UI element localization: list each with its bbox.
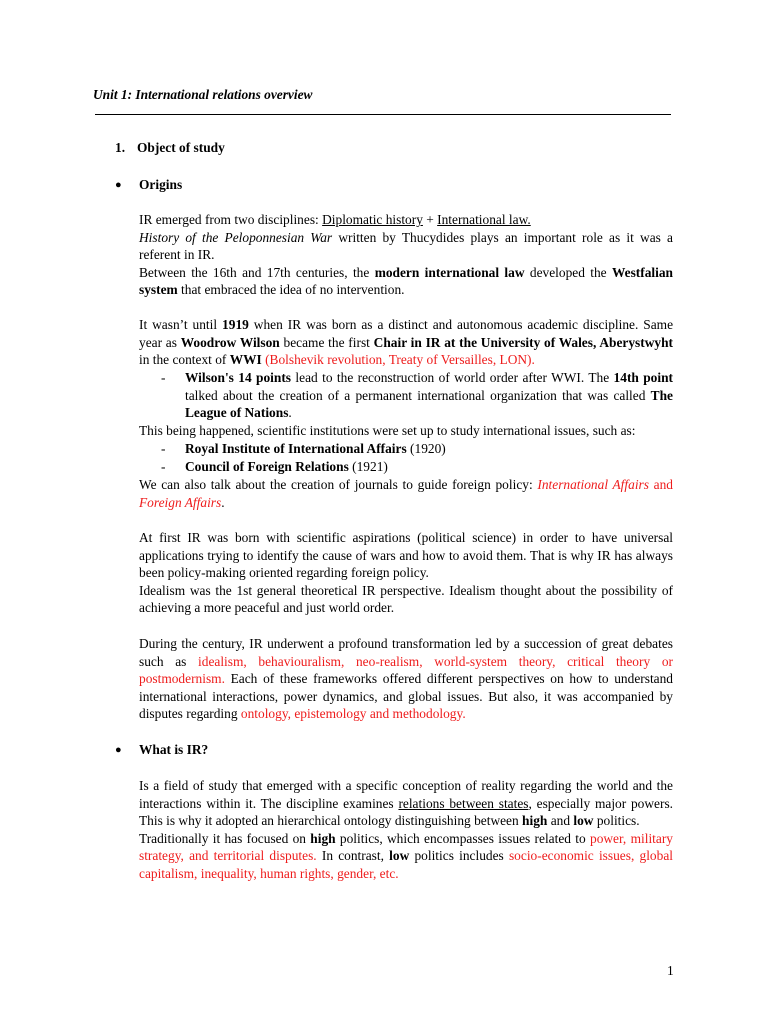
paragraph (139, 830, 673, 883)
origins-1919-paragraph (139, 316, 673, 369)
paragraph (139, 476, 673, 511)
text: . (288, 405, 292, 421)
dash-marker: - (161, 370, 166, 385)
bullet-icon: ● (115, 179, 122, 191)
what-is-ir-heading (115, 741, 208, 760)
bold-text: Council of Foreign Relations (185, 458, 349, 474)
red-italic-text: Foreign Affairs (139, 494, 222, 510)
paragraph (139, 316, 673, 369)
italic-text: History of the Peloponnesian War (139, 229, 333, 245)
text: and (547, 813, 574, 829)
bold-text: Wilson's 14 points (185, 370, 292, 385)
bold-text: modern international law (374, 264, 525, 280)
text: In contrast, (316, 848, 390, 864)
text: when IR was born as a distinct and autonomous academic discipline. Same year as (139, 317, 674, 350)
journals-paragraph (139, 476, 673, 511)
text: Traditionally it has focused on (139, 830, 311, 846)
bold-text: Woodrow Wilson (180, 334, 280, 350)
text: in the context of (139, 352, 230, 368)
red-text: (Bolshevik revolution, Treaty of Versailles, LON). (261, 352, 535, 368)
paragraph: Idealism was the 1st general theoretical IR perspective. Idealism thought about the possibility of achieving a more peaceful and just world order. (139, 582, 673, 616)
text: developed the (524, 264, 612, 280)
origins-heading (115, 176, 182, 195)
section-heading (115, 139, 225, 157)
header-divider (95, 114, 671, 115)
bold-text: The League of Nations (185, 387, 673, 421)
red-text: ontology, epistemology and methodology. (240, 706, 466, 722)
bold-text: WWI (229, 352, 262, 368)
bold-text: Chair in IR at the University of Wales, Aberystwyht (373, 334, 673, 350)
paragraph: This being happened, scientific institutions were set up to study international issues, such as: (139, 423, 636, 438)
bullet-icon: ● (115, 744, 122, 756)
underlined-text: relations between states (398, 795, 529, 811)
text: politics includes (409, 848, 509, 864)
text: + (422, 212, 438, 227)
list-item (161, 458, 673, 476)
bold-text: Royal Institute of International Affairs (185, 441, 407, 456)
text: that embraced the idea of no intervention. (177, 282, 405, 298)
bold-text: 14th point (613, 370, 673, 385)
origins-title: Origins (139, 177, 183, 192)
text: , especially major powers. This is why it adopted an hierarchical ontology distinguishing between (139, 795, 674, 829)
text: It wasn’t until (139, 317, 223, 332)
text: Between the 16th and 17th centuries, the (139, 264, 375, 280)
unit-header: Unit 1: International relations overview (93, 87, 313, 102)
text: politics, which encompasses issues related to (335, 830, 590, 846)
text: IR emerged from two disciplines: (139, 212, 323, 227)
underlined-text: Diplomatic history (322, 212, 423, 227)
section-title: Object of study (137, 140, 225, 155)
text: politics. (593, 813, 640, 829)
text: (1920) (406, 441, 446, 456)
text: Is a field of study that emerged with a specific conception of reality regarding the world and the interactions within it. The discipline examines (139, 778, 673, 811)
bold-text: high (522, 813, 548, 829)
paragraph (139, 211, 673, 229)
institutions-list (161, 440, 673, 475)
paragraph (139, 777, 673, 830)
bold-text: 1919 (222, 317, 249, 332)
text: . (221, 494, 225, 510)
what-is-ir-block (139, 777, 673, 883)
red-text: socio-economic issues, global capitalism, inequality, human rights, gender, etc. (139, 848, 673, 881)
text: During the century, IR underwent a profound transformation led by a succession of great debates such as (139, 636, 673, 669)
paragraph (139, 264, 673, 299)
bold-text: low (573, 813, 594, 829)
text: lead to the reconstruction of world order after WWI. The (291, 370, 614, 385)
red-text: idealism, behaviouralism, neo-realism, world-system theory, critical theory or postmodernism. (139, 653, 673, 687)
bold-text: Westfalian system (139, 264, 673, 298)
underlined-text: International law. (437, 212, 531, 227)
text: written by Thucydides plays an important role as it was a referent in IR. (139, 229, 673, 263)
paragraph (139, 229, 673, 264)
scientific-aspirations-block (139, 529, 673, 617)
what-is-ir-title: What is IR? (139, 742, 209, 757)
institutions-intro (139, 422, 673, 440)
red-text: and (648, 477, 674, 492)
bold-text: high (310, 830, 336, 846)
page-number: 1 (667, 963, 674, 978)
dash-marker: - (161, 441, 166, 456)
paragraph: At first IR was born with scientific aspirations (political science) in order to have universal applications trying to identify the cause of wars and how to avoid them. That is why IR has always been policy-making oriented regarding foreign policy. (139, 530, 673, 581)
wilson-list (161, 369, 673, 422)
text: Each of these frameworks offered different perspectives on how to understand international interactions, power dynamics, and global issues. But also, it was accompanied by disputes regarding (139, 671, 673, 722)
red-italic-text: International Affairs (537, 477, 649, 492)
great-debates-paragraph (139, 635, 673, 723)
dash-marker: - (161, 458, 166, 474)
text: We can also talk about the creation of journals to guide foreign policy: (139, 477, 538, 492)
list-item (161, 440, 673, 458)
paragraph (139, 635, 673, 723)
text: (1921) (348, 458, 388, 474)
list-item (161, 369, 673, 422)
red-text: power, military strategy, and territorial disputes. (139, 830, 673, 864)
origins-intro-block (139, 211, 673, 299)
bold-text: low (389, 848, 410, 864)
section-number: 1. (115, 140, 126, 155)
text: became the first (279, 334, 374, 350)
text: talked about the creation of a permanent international organization that was called (185, 387, 651, 403)
